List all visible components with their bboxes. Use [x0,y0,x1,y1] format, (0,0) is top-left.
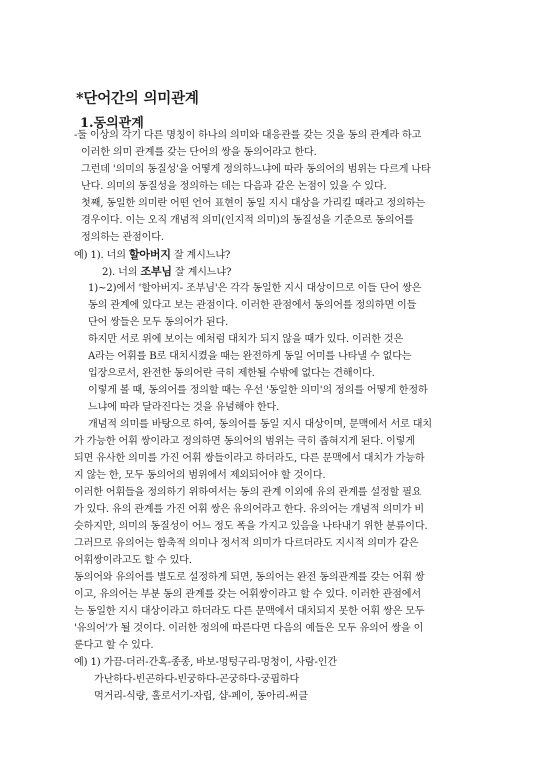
text-line [74,297,500,314]
text-run: 이렇게 볼 때, 동의어를 정의할 때는 우선 '동일한 의미'의 정의를 어떻게 한정하 [88,385,428,396]
text-run: '유의어'가 될 것이다. 이러한 정의에 따른다면 다음의 예들은 모두 유의어 쌍을 이 [74,623,424,634]
text-line [74,569,500,586]
text-line [74,416,500,433]
text-line [74,620,500,637]
text-line [74,603,500,620]
text-run: A라는 어휘를 B로 대치시켰을 때는 완전하게 동일 어미를 나타낼 수 없다는 [88,351,412,362]
text-run: 첫째, 동일한 의미란 어떤 언어 표현이 동일 지시 대상을 가리킬 때라고 정의하는 [81,198,425,209]
text-run: 이러한 어휘들을 정의하기 위하여서는 동의 관계 이외에 유의 관계를 설정할 필요 [74,487,422,498]
text-run: 정의하는 관점이다. [81,232,164,243]
text-run: 먹거리-식량, 홀로서기-자립, 샵-페이, 동아리-써클 [94,691,308,702]
text-run: 하지만 서로 위에 보이는 예처럼 대치가 되지 않을 때가 있다. 이러한 것은 [88,334,404,345]
text-run: 입장으로서, 완전한 동의어란 극히 제한될 수밖에 없다는 견해이다. [88,368,375,379]
text-run: 1)~2)에서 '할아버지- 조부님'은 각각 동일한 지시 대상이므로 이들 단어 쌍은 [88,283,422,294]
text-run: 2). 너의 [102,267,141,278]
text-run: 이고, 유의어는 부분 동의 관계를 갖는 어휘쌍이라고 할 수 있다. 이러한 관점에서 [74,589,421,600]
text-line [74,246,500,263]
text-line [74,365,500,382]
text-line [74,535,500,552]
text-line [74,433,500,450]
text-line [74,382,500,399]
text-line [74,586,500,603]
text-line [74,229,500,246]
text-run: 예) 1) 가끔-더러-간혹-종종, 바보-멍텅구리-멍청이, 사람-인간 [74,657,337,668]
text-run: 그런데 '의미의 동질성'을 어떻게 정의하느냐에 따라 동의어의 범위는 다르게 나타 [81,164,431,175]
document-body [74,127,500,705]
text-line [74,280,500,297]
text-run: 슷하지만, 의미의 동질성이 어느 정도 폭을 가지고 있음을 나타내기 위한 분류이다. [74,521,428,532]
text-line [74,331,500,348]
text-run: 동의 관계에 있다고 보는 관점이다. 이러한 관점에서 동의어를 정의하면 이들 [88,300,417,311]
text-run: -둘 이상의 각기 다른 명칭이 하나의 의미와 대응관를 갖는 것을 동의 관계라 하고 [74,130,422,141]
text-line [74,552,500,569]
text-run: 잘 계시느냐? [171,267,232,278]
text-line [74,161,500,178]
text-run: 는 동일한 지시 대상이라고 하더라도 다른 문맥에서 대치되지 못한 어휘 쌍은 모두 [74,606,425,617]
text-run: 이러한 의미 관계를 갖는 단어의 쌍을 동의어라고 한다. [81,147,317,158]
text-run: 어휘쌍이라고도 할 수 있다. [74,555,192,566]
text-run: 지 않는 한, 모두 동의어의 범위에서 제외되어야 할 것이다. [74,470,326,481]
text-run: 그러므로 유의어는 함축적 의미나 정서적 의미가 다르더라도 지시적 의미가 같은 [74,538,419,549]
text-run: 가 있다. 유의 관계를 가진 어휘 쌍은 유의어라고 한다. 유의어는 개념적 의미가 비 [74,504,425,515]
emphasized-word: 할아버지 [128,248,171,261]
text-run: 개념적 의미를 바탕으로 하여, 동의어를 동일 지시 대상이며, 문맥에서 서로 대치 [88,419,432,430]
text-line [74,450,500,467]
text-line [74,671,500,688]
text-run: 룬다고 할 수 있다. [74,640,154,651]
document-title: *단어간의 의미관계 [76,90,199,107]
text-run: 잘 계시느냐? [170,250,231,261]
emphasized-word: 조부님 [140,265,172,278]
text-line [74,399,500,416]
text-run: 단어 쌍들은 모두 동의어가 된다. [88,317,229,328]
text-line [74,637,500,654]
text-line [74,263,500,280]
text-line [74,484,500,501]
text-line [74,212,500,229]
text-run: 예) 1). 너의 [74,250,129,261]
section-heading: 1.동의관계 [80,116,144,131]
text-run: 가 가능한 어휘 쌍이라고 정의하면 동의어의 범위는 극히 좁혀지게 된다. 이렇게 [74,436,415,447]
text-line [74,654,500,671]
text-run: 느냐에 따라 달라진다는 것을 유념해야 한다. [88,402,280,413]
text-line [74,195,500,212]
text-line [74,518,500,535]
text-line [74,178,500,195]
text-run: 동의어와 유의어를 별도로 설정하게 되면, 동의어는 완전 동의관계를 갖는 어휘 쌍 [74,572,425,583]
text-line [74,314,500,331]
text-line [74,348,500,365]
text-run: 되면 유사한 의미를 가진 어휘 쌍들이라고 하더라도, 다른 문맥에서 대치가 가능하 [74,453,425,464]
text-line [74,127,500,144]
text-line [74,467,500,484]
text-line [74,501,500,518]
text-line [74,144,500,161]
text-run: 난다. 의미의 동질성을 정의하는 데는 다음과 같은 논점이 있을 수 있다. [81,181,387,192]
text-line [74,688,500,705]
text-run: 경우이다. 이는 오직 개념적 의미(인지적 의미)의 동질성을 기준으로 동의어를 [81,215,414,226]
text-run: 가난하다-빈곤하다-빈궁하다-곤궁하다-궁핍하다 [94,674,300,685]
